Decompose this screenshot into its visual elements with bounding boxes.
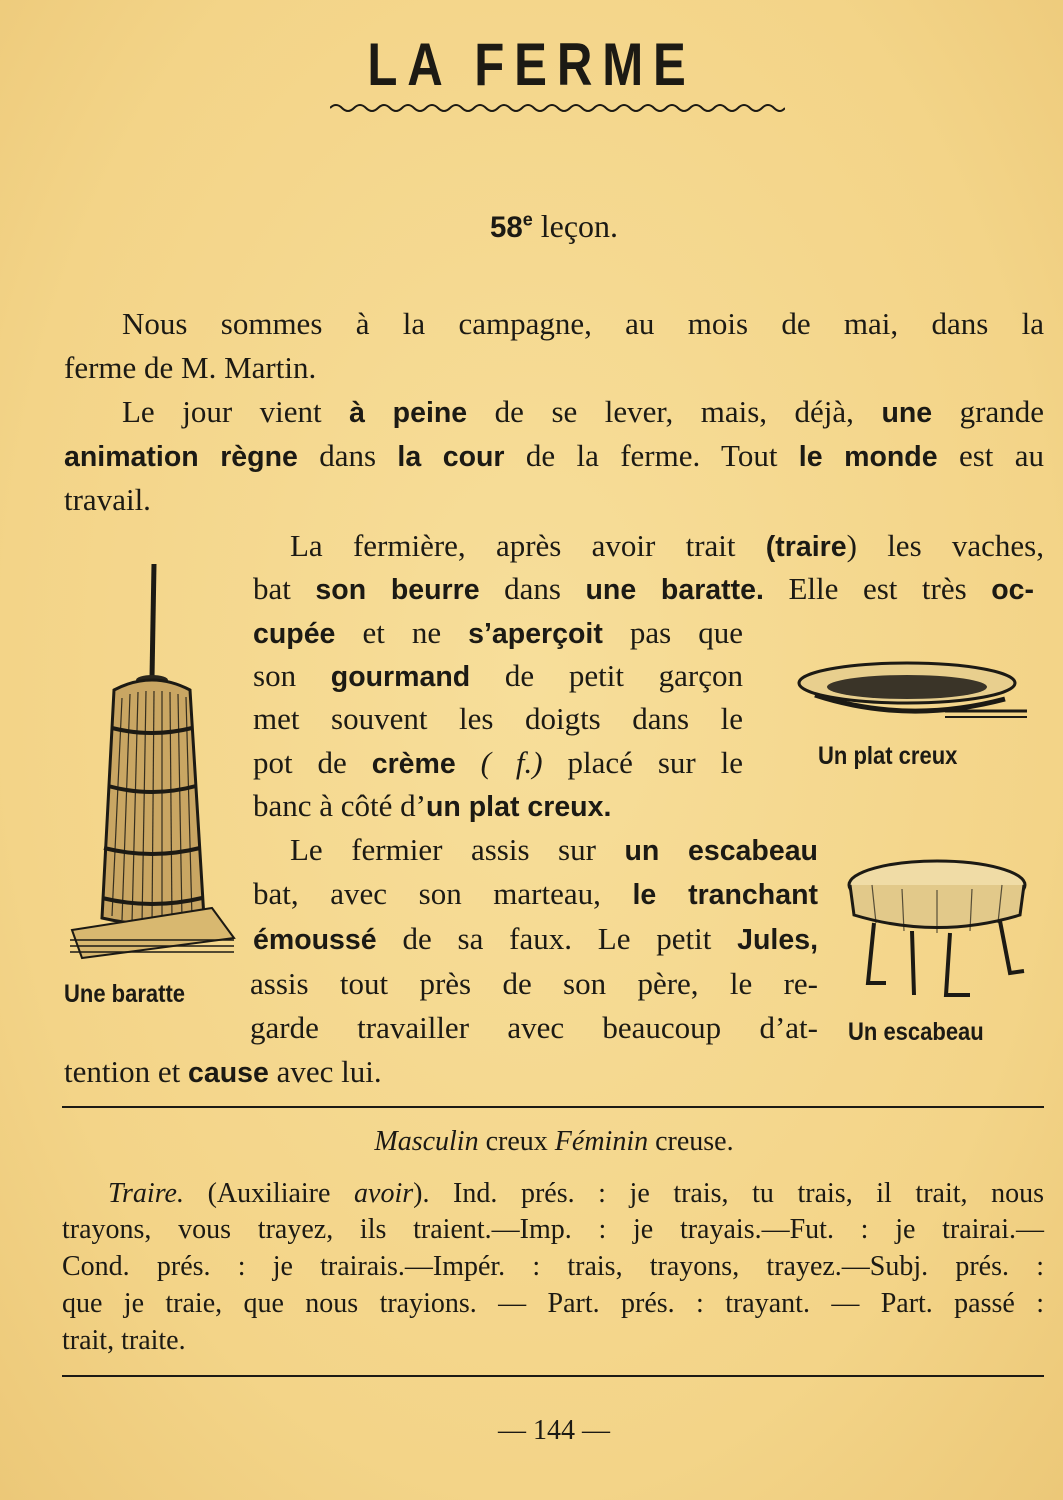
gender-note: Masculin creux Féminin creuse. — [374, 1126, 734, 1157]
text-line: travail. — [64, 482, 151, 517]
section-divider-bottom — [62, 1375, 1044, 1377]
text-line: La fermière, après avoir trait (traire) les vaches, — [290, 528, 1044, 563]
page-title: LA FERME — [367, 31, 696, 98]
page-number: — 144 — — [498, 1415, 610, 1446]
caption-escabeau: Un escabeau — [848, 1018, 984, 1046]
text-line: animation règne dans la cour de la ferme. Tout le monde est au — [64, 438, 1045, 473]
caption-baratte: Une baratte — [64, 980, 186, 1008]
text-line: bat, avec son marteau, le tranchant — [253, 876, 818, 911]
text-line: tention et cause avec lui. — [64, 1054, 382, 1089]
text-line: son gourmand de petit garçon — [253, 658, 743, 693]
lesson-suffix: e — [522, 209, 533, 230]
stool-illustration — [842, 855, 1032, 1005]
text-line: banc à côté d’un plat creux. — [253, 788, 612, 823]
lesson-heading — [0, 208, 1063, 245]
text-line: émoussé de sa faux. Le petit Jules, — [253, 921, 818, 956]
conjugation-line: que je traie, que nous trayions. — Part. prés. : trayant. — Part. passé : — [62, 1288, 1044, 1319]
plate-illustration — [795, 655, 1030, 725]
text-line: Le jour vient à peine de se lever, mais, déjà, une grande — [122, 394, 1045, 429]
lesson-number: 58 — [489, 211, 523, 244]
conjugation-line: Traire. (Auxiliaire avoir). Ind. prés. : je trais, tu trais, il trait, nous — [108, 1178, 1044, 1209]
text-line: met souvent les doigts dans le — [253, 701, 743, 736]
conjugation-line: trayons, vous trayez, ils traient.—Imp. : je trayais.—Fut. : je trairai.— — [62, 1214, 1044, 1245]
text-line: bat son beurre dans une baratte. Elle est très oc- — [253, 571, 1035, 606]
section-divider-top — [62, 1106, 1044, 1108]
butter-churn-illustration — [62, 558, 238, 963]
text-line: pot de crème ( f.) placé sur le — [253, 745, 744, 780]
text-line: garde travailler avec beaucoup d’at- — [250, 1010, 818, 1045]
conjugation-line: Cond. prés. : je trairais.—Impér. : trais, trayons, trayez.—Subj. prés. : — [62, 1251, 1044, 1282]
text-line: assis tout près de son père, le re- — [250, 966, 818, 1001]
lesson-word: leçon. — [540, 208, 619, 244]
text-line: cupée et ne s’aperçoit pas que — [253, 615, 743, 650]
text-line: Nous sommes à la campagne, au mois de mai, dans la — [122, 306, 1044, 341]
conjugation-line: trait, traite. — [62, 1325, 186, 1356]
text-line: Le fermier assis sur un escabeau — [290, 832, 818, 867]
caption-plat: Un plat creux — [818, 742, 958, 770]
title-ornament — [330, 98, 785, 118]
text-line: ferme de M. Martin. — [64, 350, 317, 385]
